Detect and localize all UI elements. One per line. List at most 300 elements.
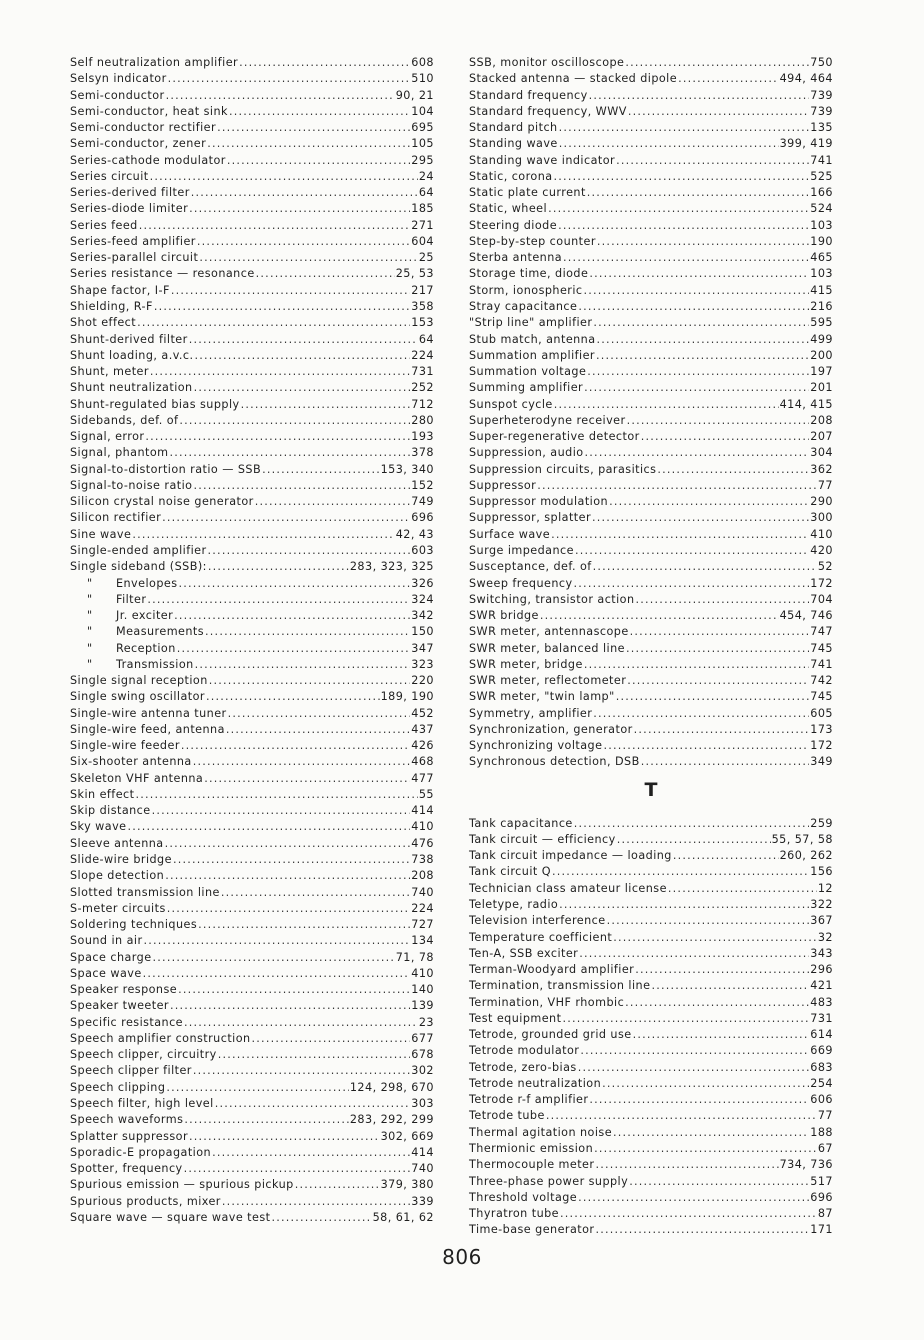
index-entry [469, 185, 833, 201]
index-term: Tetrode r-f amplifier [469, 1093, 589, 1107]
index-page-ref: 271 [411, 218, 434, 232]
dot-leader [132, 527, 394, 543]
dot-leader [189, 332, 418, 348]
index-page-ref: 595 [810, 316, 833, 330]
dot-leader [609, 494, 809, 510]
index-page-ref: 303 [411, 1097, 434, 1110]
index-entry [70, 1129, 434, 1145]
index-term: Speech clipper filter [70, 1064, 192, 1078]
index-page-ref: 64 [418, 332, 434, 346]
index-term: Teletype, radio [469, 898, 559, 912]
index-entry [469, 881, 833, 897]
index-term [70, 592, 146, 608]
index-term: Spurious products, mixer [70, 1194, 221, 1208]
dot-leader [630, 624, 810, 640]
index-page-ref: 24 [418, 169, 434, 183]
index-entry [70, 754, 434, 770]
index-page-ref: 216 [810, 299, 833, 313]
index-entry [469, 1157, 833, 1173]
dot-leader [218, 1047, 411, 1063]
index-term: Standing wave [469, 137, 558, 151]
index-entry [70, 868, 434, 884]
index-page-ref: 252 [411, 381, 434, 395]
index-page-ref: 606 [810, 1093, 833, 1107]
index-term: Selsyn indicator [70, 72, 167, 86]
index-page-ref: 468 [411, 755, 434, 769]
dot-leader [165, 836, 411, 852]
index-page-ref: 283, 292, 299 [349, 1113, 434, 1127]
index-page-ref: 172 [810, 576, 833, 590]
index-page-ref: 704 [810, 592, 833, 606]
index-entry [469, 832, 833, 848]
index-term: Series-feed amplifier [70, 234, 196, 248]
index-column-right [469, 55, 833, 1239]
index-entry [469, 88, 833, 104]
index-page-ref: 103 [810, 218, 833, 232]
index-entry [70, 1063, 434, 1079]
index-entry [70, 299, 434, 315]
index-page-ref: 476 [411, 836, 434, 850]
index-page-ref: 410 [810, 527, 833, 541]
index-page-ref: 379, 380 [380, 1178, 434, 1192]
index-page-ref: 103 [810, 267, 833, 281]
index-page-ref: 731 [411, 365, 434, 379]
index-page-ref: 193 [411, 430, 434, 444]
index-entry [469, 299, 833, 315]
index-term: Step-by-step counter [469, 234, 596, 248]
index-entry [70, 787, 434, 803]
dot-leader [578, 1060, 810, 1076]
index-entry [469, 962, 833, 978]
index-entry [70, 1015, 434, 1031]
dot-leader [633, 1027, 810, 1043]
dot-leader [208, 543, 411, 559]
index-entry [70, 641, 434, 657]
dot-leader [153, 950, 395, 966]
dot-leader [597, 234, 809, 250]
dot-leader [209, 673, 411, 689]
dot-leader [613, 930, 817, 946]
index-term: "Strip line" amplifier [469, 316, 593, 330]
index-entry [70, 1112, 434, 1128]
dot-leader [147, 592, 410, 608]
index-subterm-text: Measurements [116, 625, 205, 639]
index-page-ref: 410 [411, 820, 434, 834]
index-entry [70, 380, 434, 396]
dot-leader [626, 641, 809, 657]
index-page-ref: 152 [411, 478, 434, 492]
index-page-ref: 517 [810, 1174, 833, 1188]
index-entry [70, 136, 434, 152]
dot-leader [184, 1161, 411, 1177]
index-page-ref: 414, 415 [779, 397, 833, 411]
index-entry [469, 1174, 833, 1190]
dot-leader [193, 1063, 410, 1079]
index-term: Splatter suppressor [70, 1129, 188, 1143]
index-term: Semi-conductor [70, 88, 165, 102]
index-term: Standard frequency [469, 88, 588, 102]
index-entry [469, 201, 833, 217]
dot-leader [559, 136, 779, 152]
index-entry [70, 982, 434, 998]
index-term: Sidebands, def. of [70, 413, 179, 427]
index-term: Termination, transmission line [469, 979, 651, 993]
index-entry [70, 71, 434, 87]
index-term: Single signal reception [70, 674, 208, 688]
dot-leader [558, 218, 809, 234]
ditto-mark: " [87, 625, 93, 639]
index-entry [70, 543, 434, 559]
index-page-ref: 696 [411, 511, 434, 525]
index-term: Suppressor modulation [469, 495, 609, 509]
dot-leader [199, 250, 418, 266]
index-term: Suppression circuits, parasitics [469, 462, 657, 476]
index-term: Suppression, audio [469, 446, 584, 460]
dot-leader [198, 917, 410, 933]
index-entry [70, 332, 434, 348]
dot-leader [546, 1108, 817, 1124]
index-page-ref: 150 [411, 625, 434, 639]
index-entry [469, 559, 833, 575]
dot-leader [229, 104, 410, 120]
index-entry [70, 885, 434, 901]
index-page-ref: 171 [810, 1223, 833, 1237]
index-term: Spotter, frequency [70, 1162, 183, 1176]
index-term: Summation voltage [469, 365, 587, 379]
dot-leader [255, 494, 411, 510]
index-term: Sky wave [70, 820, 127, 834]
index-term: Slotted transmission line [70, 885, 220, 899]
index-page-ref: 322 [810, 898, 833, 912]
dot-leader [587, 185, 809, 201]
index-entry [469, 1092, 833, 1108]
index-page-ref: 678 [411, 1048, 434, 1062]
index-page-ref: 712 [411, 397, 434, 411]
index-page-ref: 358 [411, 299, 434, 313]
index-term: Suppressor, splatter [469, 511, 591, 525]
index-term: Superheterodyne receiver [469, 413, 626, 427]
index-term: SWR meter, bridge [469, 657, 583, 671]
index-term: Specific resistance [70, 1015, 184, 1029]
index-entry [469, 1043, 833, 1059]
index-page-ref: 378 [411, 446, 434, 460]
index-page-ref: 695 [411, 121, 434, 135]
index-term: Skin effect [70, 787, 135, 801]
index-entry [70, 950, 434, 966]
index-column-left [70, 55, 434, 1226]
index-term: Standard frequency, WWV [469, 104, 627, 118]
index-term: Silicon rectifier [70, 511, 162, 525]
index-term: Slide-wire bridge [70, 853, 172, 867]
index-page-ref: 189, 190 [380, 690, 434, 704]
index-term: Three-phase power supply [469, 1174, 629, 1188]
dot-leader [559, 120, 810, 136]
index-term: Speech clipper, circuitry [70, 1048, 217, 1062]
index-term: Stub match, antenna [469, 332, 596, 346]
index-entry [469, 494, 833, 510]
index-term: Signal, phantom [70, 446, 169, 460]
index-term: SWR meter, balanced line [469, 641, 625, 655]
index-page-ref: 302 [411, 1064, 434, 1078]
index-page-ref: 55, 57, 58 [771, 832, 833, 846]
index-entry [469, 380, 833, 396]
index-entry [469, 413, 833, 429]
dot-leader [651, 978, 809, 994]
dot-leader [194, 380, 411, 396]
dot-leader [178, 576, 410, 592]
index-page-ref: 747 [810, 625, 833, 639]
index-term: Tank circuit impedance — loading [469, 849, 672, 863]
index-term [70, 641, 176, 657]
index-term: Thermal agitation noise [469, 1125, 613, 1139]
index-entry [469, 104, 833, 120]
index-page-ref: 605 [810, 706, 833, 720]
index-page-ref: 727 [411, 918, 434, 932]
index-entry [469, 478, 833, 494]
index-entry [70, 933, 434, 949]
index-page-ref: 608 [411, 56, 434, 69]
index-page-ref: 304 [810, 446, 833, 460]
index-term: Speech clipping [70, 1080, 166, 1094]
dot-leader [152, 803, 411, 819]
index-entry [469, 641, 833, 657]
ditto-mark: " [87, 641, 93, 655]
dot-leader [139, 218, 411, 234]
index-term: Single sideband (SSB): [70, 560, 207, 574]
index-page-ref: 166 [810, 186, 833, 200]
dot-leader [206, 689, 380, 705]
index-term: Space wave [70, 966, 142, 980]
index-page-ref: 740 [411, 1162, 434, 1176]
dot-leader [127, 819, 410, 835]
dot-leader [589, 266, 809, 282]
index-term: Shunt neutralization [70, 381, 193, 395]
index-term: Test equipment [469, 1011, 562, 1025]
dot-leader [627, 673, 809, 689]
index-page-ref: 483 [810, 995, 833, 1009]
index-entry [70, 266, 434, 282]
dot-leader [563, 250, 809, 266]
index-term: Tetrode tube [469, 1109, 545, 1123]
dot-leader [602, 1076, 809, 1092]
dot-leader [578, 299, 809, 315]
index-page-ref: 734, 736 [779, 1158, 833, 1172]
dot-leader [177, 641, 411, 657]
index-term: Surge impedance [469, 543, 574, 557]
dot-leader [554, 169, 810, 185]
index-page-ref: 254 [810, 1076, 833, 1090]
index-term: Standard pitch [469, 121, 558, 135]
dot-leader [551, 527, 809, 543]
index-entry [70, 527, 434, 543]
dot-leader [191, 185, 418, 201]
dot-leader [625, 55, 809, 71]
index-entry [469, 592, 833, 608]
dot-leader [184, 1112, 348, 1128]
index-term: Spurious emission — spurious pickup [70, 1178, 294, 1192]
index-page-ref: 524 [810, 202, 833, 216]
dot-leader [167, 901, 411, 917]
dot-leader [635, 962, 809, 978]
dot-leader [208, 559, 349, 575]
index-term: Sleeve antenna [70, 836, 164, 850]
index-term: Self neutralization amplifier [70, 56, 239, 69]
index-page-ref: 153, 340 [380, 462, 434, 476]
index-page-ref: 77 [817, 478, 833, 492]
index-page-ref: 220 [411, 674, 434, 688]
index-page-ref: 140 [411, 983, 434, 997]
index-term: Series-derived filter [70, 186, 190, 200]
ditto-mark: " [87, 657, 93, 671]
index-entry [469, 1108, 833, 1124]
dot-leader [205, 624, 410, 640]
index-entry [70, 153, 434, 169]
index-entry [70, 462, 434, 478]
index-entry [469, 169, 833, 185]
index-term: Terman-Woodyard amplifier [469, 963, 635, 977]
index-term: Series feed [70, 218, 138, 232]
index-term: Slope detection [70, 869, 165, 883]
dot-leader [204, 771, 410, 787]
index-entry [469, 1190, 833, 1206]
index-term: Shunt loading, a.v.c. [70, 348, 194, 362]
dot-leader [195, 657, 411, 673]
index-page-ref: 71, 78 [395, 950, 434, 964]
index-entry [469, 946, 833, 962]
index-page-ref: 742 [810, 674, 833, 688]
index-entry [70, 673, 434, 689]
dot-leader [162, 510, 410, 526]
dot-leader [143, 966, 411, 982]
index-term: Temperature coefficient [469, 930, 613, 944]
index-entry [469, 527, 833, 543]
index-entry [469, 673, 833, 689]
index-term: Threshold voltage [469, 1190, 578, 1204]
index-page-ref: 207 [810, 430, 833, 444]
index-entry [469, 71, 833, 87]
index-page-ref: 349 [810, 755, 833, 769]
index-entry [469, 1141, 833, 1157]
index-term: Standing wave indicator [469, 153, 616, 167]
index-page-ref: 414 [411, 1145, 434, 1159]
index-page-ref: 173 [810, 722, 833, 736]
index-page-ref: 415 [810, 283, 833, 297]
index-page-ref: 362 [810, 462, 833, 476]
index-term: Series resistance — resonance [70, 267, 255, 281]
index-entry [469, 978, 833, 994]
index-entry [70, 1194, 434, 1210]
index-term: Signal-to-noise ratio [70, 478, 193, 492]
index-page-ref: 217 [411, 283, 434, 297]
index-entry [70, 55, 434, 71]
index-page-ref: 283, 323, 325 [349, 560, 434, 574]
index-entry [469, 754, 833, 770]
index-page-ref: 87 [817, 1207, 833, 1221]
index-entry [469, 689, 833, 705]
dot-leader [668, 881, 817, 897]
index-term: Television interference [469, 914, 606, 928]
index-term: Semi-conductor, heat sink [70, 104, 228, 118]
index-term: Technician class amateur license [469, 881, 667, 895]
dot-leader [171, 283, 410, 299]
dot-leader [212, 1145, 410, 1161]
dot-leader [178, 982, 410, 998]
index-term: SWR meter, "twin lamp" [469, 690, 615, 704]
dot-leader [595, 1222, 809, 1238]
dot-leader [197, 234, 410, 250]
index-entry [70, 771, 434, 787]
index-entry [70, 1080, 434, 1096]
index-entry [469, 136, 833, 152]
index-entry [70, 250, 434, 266]
index-entry [70, 803, 434, 819]
dot-leader [585, 445, 810, 461]
index-entry [469, 608, 833, 624]
index-entry [469, 576, 833, 592]
index-term: Shape factor, I-F [70, 283, 170, 297]
index-term: Static plate current [469, 186, 586, 200]
index-entry [469, 1060, 833, 1076]
index-entry [70, 592, 434, 608]
index-entry [469, 234, 833, 250]
dot-leader [166, 88, 395, 104]
index-page-ref: 190 [810, 234, 833, 248]
index-term: SSB, monitor oscilloscope [469, 56, 625, 69]
index-page-ref: 426 [411, 739, 434, 753]
index-entry [70, 218, 434, 234]
index-term: Susceptance, def. of [469, 560, 592, 574]
index-page-ref: 58, 61, 62 [372, 1210, 434, 1224]
index-entry [469, 913, 833, 929]
dot-leader [616, 153, 809, 169]
dot-leader [629, 1174, 809, 1190]
index-page-ref: 77 [817, 1109, 833, 1123]
index-entry [469, 510, 833, 526]
index-page-ref: 188 [810, 1125, 833, 1139]
dot-leader [170, 998, 410, 1014]
dot-leader [195, 348, 411, 364]
dot-leader [227, 153, 410, 169]
index-entry [70, 429, 434, 445]
index-entry [70, 120, 434, 136]
index-page-ref: 465 [810, 251, 833, 265]
index-term: Single-wire feed, antenna [70, 722, 225, 736]
index-term: Single-wire feeder [70, 739, 180, 753]
index-page-ref: 749 [411, 495, 434, 509]
index-term: Static, wheel [469, 202, 548, 216]
index-entry [469, 848, 833, 864]
index-entry [70, 364, 434, 380]
index-page-ref: 339 [411, 1194, 434, 1208]
index-subterm-text: Envelopes [116, 576, 178, 590]
index-term: Tank capacitance [469, 816, 573, 830]
dot-leader [617, 832, 771, 848]
dot-leader [150, 169, 418, 185]
dot-leader [215, 1096, 411, 1112]
index-entry [70, 1145, 434, 1161]
index-page-ref: 201 [810, 381, 833, 395]
index-page-ref: 67 [817, 1142, 833, 1155]
index-page-ref: 603 [411, 543, 434, 557]
index-term: Sound in air [70, 934, 143, 948]
dot-leader [575, 543, 809, 559]
index-entry [469, 348, 833, 364]
index-page-ref: 296 [810, 963, 833, 977]
index-page-ref: 420 [810, 543, 833, 557]
index-entry [70, 169, 434, 185]
index-term: Semi-conductor, zener [70, 137, 207, 151]
index-term: Series-cathode modulator [70, 153, 226, 167]
